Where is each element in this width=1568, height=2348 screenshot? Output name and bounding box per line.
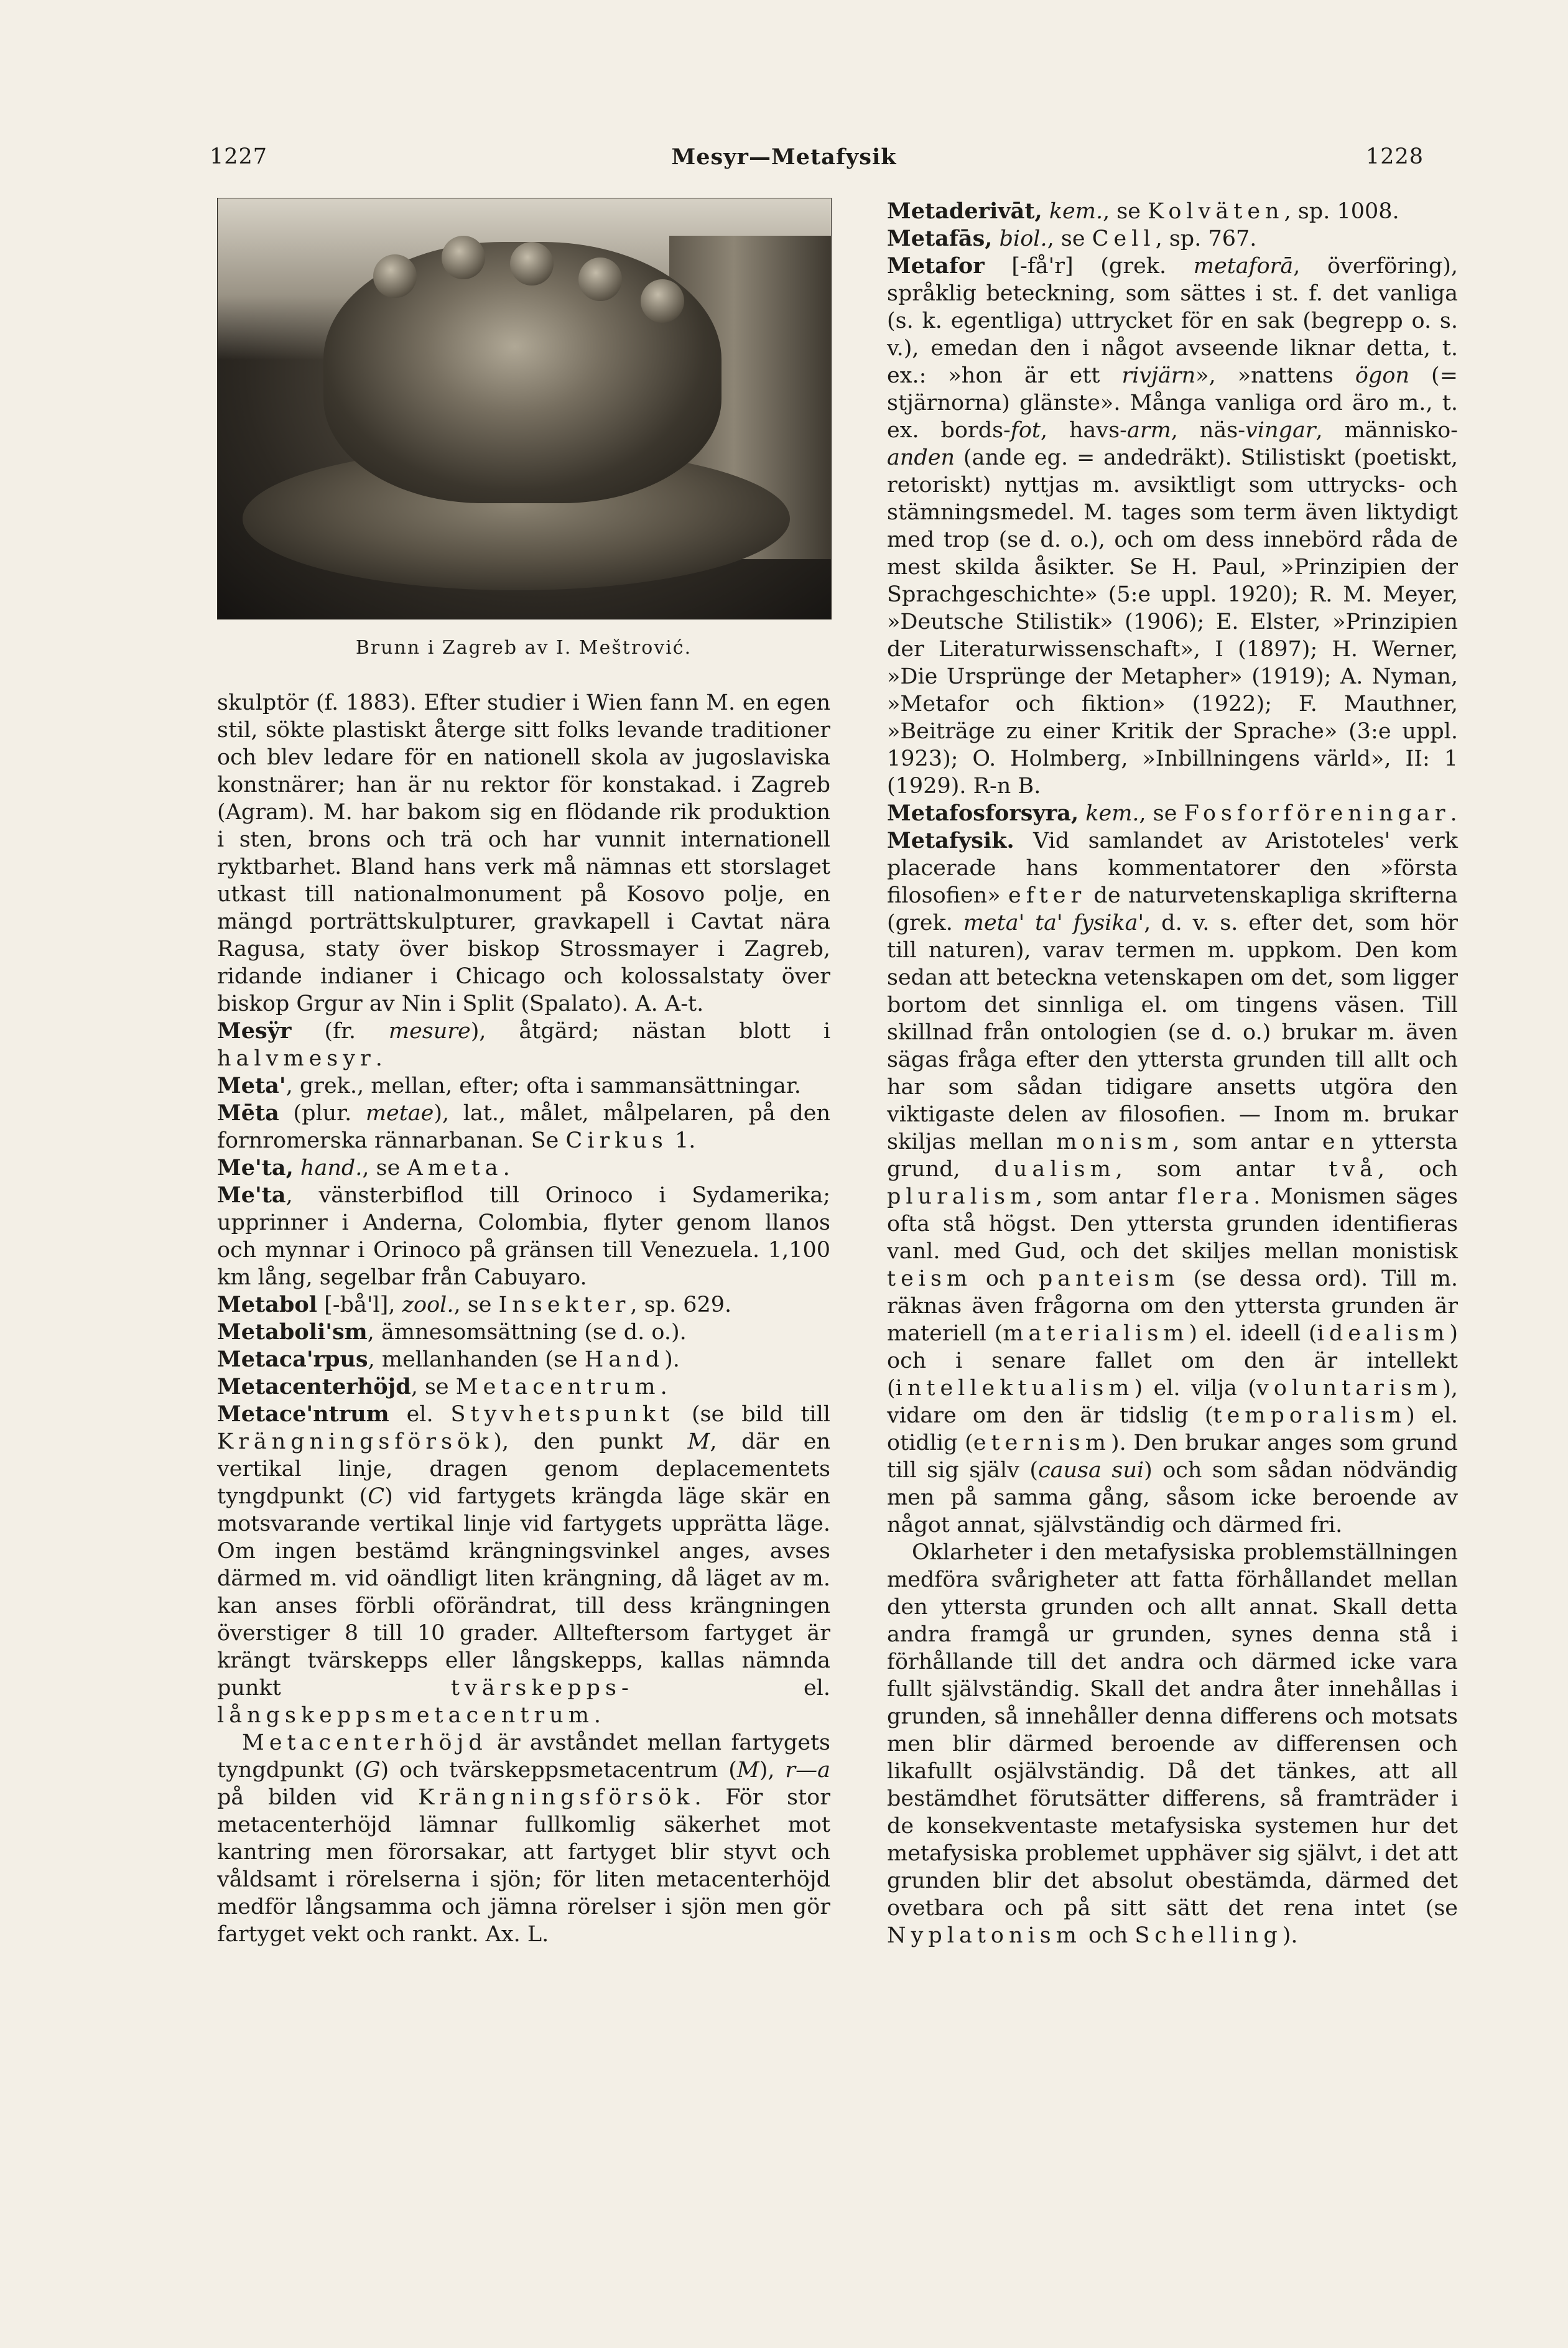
entry-text: (fr. (291, 1019, 389, 1044)
dictionary-entry (887, 198, 1458, 225)
entry-headword: Mēta (217, 1100, 279, 1126)
entry-text: , som antar (1036, 1184, 1177, 1209)
entry-text: ) vid fartygets krängda läge skär en motsvarande vertikal linje vid fartygets upprätta läge. Om ingen bestämd krängningsvinkel anges, avses därmed m. vid oändligt liten krängning, då läget av m. kan anses förbli oförändrat, till dess krängningen överstiger 8 till 10 grader. Allteftersom fartyget är krängt tvärskepps eller långskepps, kallas nämnda punkt (217, 1484, 830, 1701)
entry-text: materialism (1003, 1321, 1189, 1346)
entry-text: dualism (994, 1157, 1116, 1182)
entry-text: , som antar (1115, 1157, 1329, 1182)
entry-text: yttersta grund, (887, 1130, 1458, 1182)
entry-headword: Meta' (217, 1073, 286, 1098)
entry-text: , där en vertikal linje, dragen genom deplacementets tyngdpunkt ( (217, 1429, 830, 1509)
entry-text: arm (1127, 418, 1171, 443)
entry-text: och (972, 1266, 1039, 1291)
entry-text: ). (1282, 1923, 1298, 1948)
left-column (217, 198, 830, 1948)
entry-text: Metacenterhöjd (242, 1730, 488, 1755)
entry-headword: Me'ta (217, 1182, 286, 1208)
entry-headword: Metabol (217, 1292, 317, 1317)
entry-text: zool. (402, 1292, 454, 1317)
right-column (887, 198, 1458, 1949)
entry-text: M (687, 1429, 710, 1454)
entry-text: . (375, 1046, 383, 1071)
dictionary-entry (217, 1072, 830, 1100)
entry-text: , se (1047, 226, 1092, 251)
entry-text: , se (411, 1375, 456, 1399)
entry-text: Vid samlandet av Aristoteles' verk placerade hans kommentatorer den »första filosofien» (887, 828, 1458, 908)
entry-text: flera (1177, 1184, 1254, 1209)
entry-text: , havs- (1040, 418, 1127, 443)
entry-text: ) och tvärskeppsmetacentrum ( (380, 1758, 737, 1783)
entry-headword: Metafosforsyra, (887, 800, 1079, 826)
entry-text: kem. (1085, 801, 1139, 826)
entry-text: Schelling (1134, 1923, 1283, 1948)
entry-headword: Metafor (887, 253, 985, 279)
entry-text: (se bild till (674, 1402, 830, 1427)
entry-text: Krängningsförsök (418, 1785, 695, 1810)
entry-text: vingar (1245, 418, 1316, 443)
entry-text: , se (453, 1292, 499, 1317)
entry-headword: Metafysik. (887, 828, 1014, 853)
entry-text: fot (1010, 418, 1041, 443)
dictionary-entry (217, 1291, 830, 1319)
entry-headword: Me'ta, (217, 1155, 294, 1181)
entry-text: r—a (785, 1758, 830, 1783)
dictionary-entry (217, 1729, 830, 1948)
entry-text: (plur. (279, 1101, 366, 1126)
entry-headword: Metace'ntrum (217, 1401, 389, 1427)
entry-text: tvärskepps- (450, 1676, 634, 1701)
entry-text: ). (664, 1347, 680, 1372)
entry-text: [-få'r] (grek. (984, 254, 1194, 279)
dictionary-entry (887, 225, 1458, 253)
entry-text: Oklarheter i den metafysiska problemställningen medföra svårigheter att fatta förhållandet mellan den yttersta grunden och allt annat. Skall detta andra framgå ur grunden, synes denna stå i förhållande till det andra och därmed icke vara fullt självständig. Skall det andra åter innehållas i grunden, så innehåller denna differens och motsats men blir därmed beroende av differensen och likafullt osjälvständig. Då det tänkes, att all bestämdhet förutsätter differens, så framträder i de konsekventaste metafysiska systemen hur det metafysiska problemet upphäver sig självt, i det att grunden blir det absolut obestämda, därmed det ovetbara och på sitt sätt det rena intet (se (887, 1540, 1458, 1921)
entry-text: . Monismen säges ofta stå högst. Den yttersta grunden identifieras vanl. med Gud, och det skiljes mellan monistisk (887, 1184, 1458, 1264)
entry-text: Cirkus (565, 1128, 668, 1153)
entry-text: , vänsterbiflod till Orinoco i Sydamerika; upprinner i Anderna, Colombia, flyter genom llanos och mynnar i Orinoco på gränsen till Venezuela. 1,100 km lång, segelbar från Cabuyaro. (217, 1183, 830, 1290)
fountain-photo (217, 198, 832, 619)
entry-text: Krängningsförsök (217, 1429, 494, 1454)
entry-headword: Metaderivāt, (887, 198, 1042, 224)
entry-text: biol. (999, 226, 1047, 251)
entry-text: ) och i senare fallet om den är intellekt ( (887, 1321, 1458, 1401)
right-entries (887, 198, 1458, 1949)
entry-text: el. (633, 1676, 830, 1701)
entry-text: , d. v. s. efter det, som hör till naturen), varav termen m. uppkom. Den kom sedan att beteckna vetenskapen om det, som ligger bortom det sinnliga el. om tingens väsen. Till skillnad från ontologien (se d. o.) brukar m. även sägas fråga efter den yttersta grunden till allt och har som sådan tidigare ansetts utgöra den viktigaste delen av filosofien. — Inom m. brukar skiljas mellan (887, 911, 1459, 1154)
dictionary-entry (217, 1018, 830, 1072)
entry-text: ), vidare om den är tidslig ( (887, 1376, 1458, 1428)
entry-text: kem. (1049, 199, 1103, 224)
entry-text: rivjärn (1121, 363, 1196, 388)
entry-text: de naturvetenskapliga skrifterna (grek. (887, 883, 1458, 935)
entry-text: (se dessa ord). Till m. räknas även frågorna om den yttersta grunden är materiell ( (887, 1266, 1458, 1346)
entry-text: ) el. vilja ( (1134, 1376, 1257, 1401)
entry-text: skulptör (f. 1883). Efter studier i Wien fann M. en egen stil, sökte plastiskt återge sitt folks levande traditioner och blev ledare för en nationell skola av jugoslaviska konstnärer; han är nu rektor för konstakad. i Zagreb (Agram). M. har bakom sig en flödande rik produktion i sten, brons och trä och har vunnit internationell ryktbarhet. Bland hans verk må nämnas ett storslaget utkast till nationalmonument på Kosovo polje, en mängd porträttskulpturer, gravkapell i Cavtat nära Ragusa, staty över biskop Strossmayer i Zagreb, ridande indianer i Chicago och kolossalstaty över biskop Grgur av Nin i Split (Spalato). A. A-t. (217, 690, 830, 1016)
entry-text: ) el. ideell ( (1189, 1321, 1317, 1346)
entry-text: Insekter (498, 1292, 631, 1317)
figure-caption: Brunn i Zagreb av I. Meštrović. (355, 637, 692, 659)
entry-text: ) och som sådan nödvändig men på samma gång, såsom icke beroende av något annat, självständig och därmed fri. (887, 1458, 1458, 1538)
entry-text: G (363, 1758, 381, 1783)
entry-headword: Metacenterhöjd (217, 1374, 411, 1399)
entry-text: ), (759, 1758, 786, 1783)
dictionary-entry (217, 1154, 830, 1182)
dictionary-entry (887, 827, 1458, 1539)
entry-text: Cell (1092, 226, 1156, 251)
entry-headword: Metaca'rpus (217, 1347, 368, 1372)
entry-text: anden (887, 445, 955, 470)
entry-text: », »nattens (1195, 363, 1355, 388)
entry-text: , näs- (1171, 418, 1246, 443)
entry-text: idealism (1317, 1321, 1450, 1346)
entry-text: ), lat., målet, målpelaren, på den fornromerska rännarbanan. Se (217, 1101, 830, 1153)
entry-text: är avståndet mellan fartygets tyngdpunkt ( (217, 1730, 830, 1783)
left-entries (217, 689, 830, 1948)
entry-text: , se (1139, 801, 1184, 826)
entry-text: , sp. 1008. (1284, 199, 1399, 224)
entry-text: Metacentrum (455, 1375, 661, 1399)
dictionary-entry (217, 1373, 830, 1401)
entry-headword: Metaboli'sm (217, 1319, 368, 1345)
dictionary-entry (887, 253, 1458, 800)
entry-text: . (503, 1156, 510, 1181)
entry-text: 1. (667, 1128, 696, 1153)
entry-text: el. (389, 1402, 451, 1427)
entry-text: Ameta (407, 1156, 503, 1181)
entry-headword: Metafās, (887, 226, 993, 251)
entry-text: , se (1103, 199, 1148, 224)
entry-text: , sp. 629. (630, 1292, 732, 1317)
page-number-left: 1227 (210, 144, 268, 169)
entry-text: en (1322, 1130, 1360, 1154)
entry-text: teism (887, 1266, 973, 1291)
entry-text: . (660, 1375, 667, 1399)
entry-text: , ämnesomsättning (se d. o.). (367, 1320, 687, 1345)
entry-text: temporalism (1213, 1403, 1407, 1428)
entry-text: metae (365, 1101, 434, 1126)
entry-text: (= stjärnorna) glänste». Många vanliga ord äro m., t. ex. bords- (887, 363, 1458, 443)
entry-text: Kolväten (1148, 199, 1284, 224)
entry-text: , som antar (1172, 1130, 1322, 1154)
entry-text: panteism (1038, 1266, 1180, 1291)
dictionary-entry (217, 1182, 830, 1291)
entry-text: , grek., mellan, efter; ofta i sammansättningar. (285, 1074, 801, 1098)
entry-text: metaforā (1193, 254, 1294, 279)
entry-text (1079, 801, 1085, 826)
entry-text: . (1450, 801, 1457, 826)
dictionary-entry (217, 689, 830, 1018)
entry-text: ögon (1355, 363, 1409, 388)
entry-text: (ande eg. = andedräkt). Stilistiskt (poetiskt, retoriskt) nyttjas m. avsiktligt som uttrycks- och stämningsmedel. M. tages som term även liktydigt med trop (se d. o.), och om dess innebörd råda de mest skilda åsikter. Se H. Paul, »Prinzipien der Sprachgeschichte» (5:e uppl. 1920); R. M. Meyer, »Deutsche Stilistik» (1906); E. Elster, »Prinzipien der Literaturwissenschaft», I (1897); H. Werner, »Die Ursprünge der Metapher» (1919); A. Nyman, »Metafor och fiktion» (1922); F. Mauthner, »Beiträge zu einer Kritik der Sprache» (3:e uppl. 1923); O. Holmberg, »Inbillningens värld», II: 1 (1929). R-n B. (887, 445, 1458, 799)
entry-text: Hand (584, 1347, 665, 1372)
entry-text: , mellanhanden (se (368, 1347, 585, 1372)
entry-text: intellektualism (895, 1376, 1134, 1401)
entry-text: ), åtgärd; nästan blott i (470, 1019, 831, 1044)
running-head: Mesyr—Metafysik (671, 144, 897, 170)
entry-headword: Mesÿr (217, 1018, 292, 1044)
entry-text (294, 1156, 300, 1181)
entry-text: causa sui (1038, 1458, 1144, 1483)
dictionary-entry (217, 1401, 830, 1729)
entry-text: ). Den brukar anges som grund till sig själv ( (887, 1431, 1459, 1483)
entry-text: på bilden vid (217, 1785, 419, 1810)
entry-text: , och (1377, 1157, 1459, 1182)
dictionary-entry (217, 1346, 830, 1373)
entry-text: eternism (973, 1431, 1111, 1455)
entry-text: , sp. 767. (1155, 226, 1257, 251)
entry-text: Nyplatonism (887, 1923, 1082, 1948)
dictionary-entry (217, 1319, 830, 1346)
entry-text: , människo- (1315, 418, 1458, 443)
entry-text: C (368, 1484, 385, 1509)
dictionary-entry (887, 1539, 1458, 1949)
entry-text: mesure (388, 1019, 471, 1044)
entry-text: . (593, 1703, 601, 1728)
entry-text: , se (362, 1156, 407, 1181)
page-number-right: 1228 (1365, 144, 1424, 169)
entry-text: ) el. otidlig ( (887, 1403, 1459, 1455)
entry-text: , överföring), språklig beteckning, som sättes i st. f. det vanliga (s. k. egentliga) uttrycket för en sak (begrepp o. s. v.), emedan den i något avseende liknar detta, t. ex.: »hon är ett (887, 254, 1459, 388)
entry-text (992, 226, 999, 251)
entry-text: [-bå'l], (317, 1292, 402, 1317)
entry-text: efter (1008, 883, 1087, 908)
entry-text: Styvhetspunkt (450, 1402, 675, 1427)
entry-text: och (1081, 1923, 1135, 1948)
entry-text: långskeppsmetacentrum (217, 1703, 594, 1728)
entry-text: voluntarism (1256, 1376, 1443, 1401)
entry-text: Fosforföreningar (1184, 801, 1450, 826)
entry-text: meta' ta' fysika' (963, 911, 1144, 935)
entry-text: ), den punkt (493, 1429, 688, 1454)
entry-text: M (736, 1758, 759, 1783)
entry-text (1042, 199, 1049, 224)
entry-text: två (1329, 1157, 1378, 1182)
entry-text: . För stor metacenterhöjd lämnar fullkomlig säkerhet mot kantring men förorsakar, att fartyget blir styvt och våldsamt i rörelserna i sjön; för liten metacenterhöjd medför långsamma och jämna rörelser i sjön men gör fartyget vekt och rankt. Ax. L. (217, 1785, 830, 1947)
entry-text: halvmesyr (217, 1046, 376, 1071)
dictionary-entry (217, 1100, 830, 1154)
dictionary-entry (887, 800, 1458, 827)
entry-text: pluralism (887, 1184, 1036, 1209)
entry-text: monism (1056, 1130, 1173, 1154)
entry-text: hand. (300, 1156, 363, 1181)
